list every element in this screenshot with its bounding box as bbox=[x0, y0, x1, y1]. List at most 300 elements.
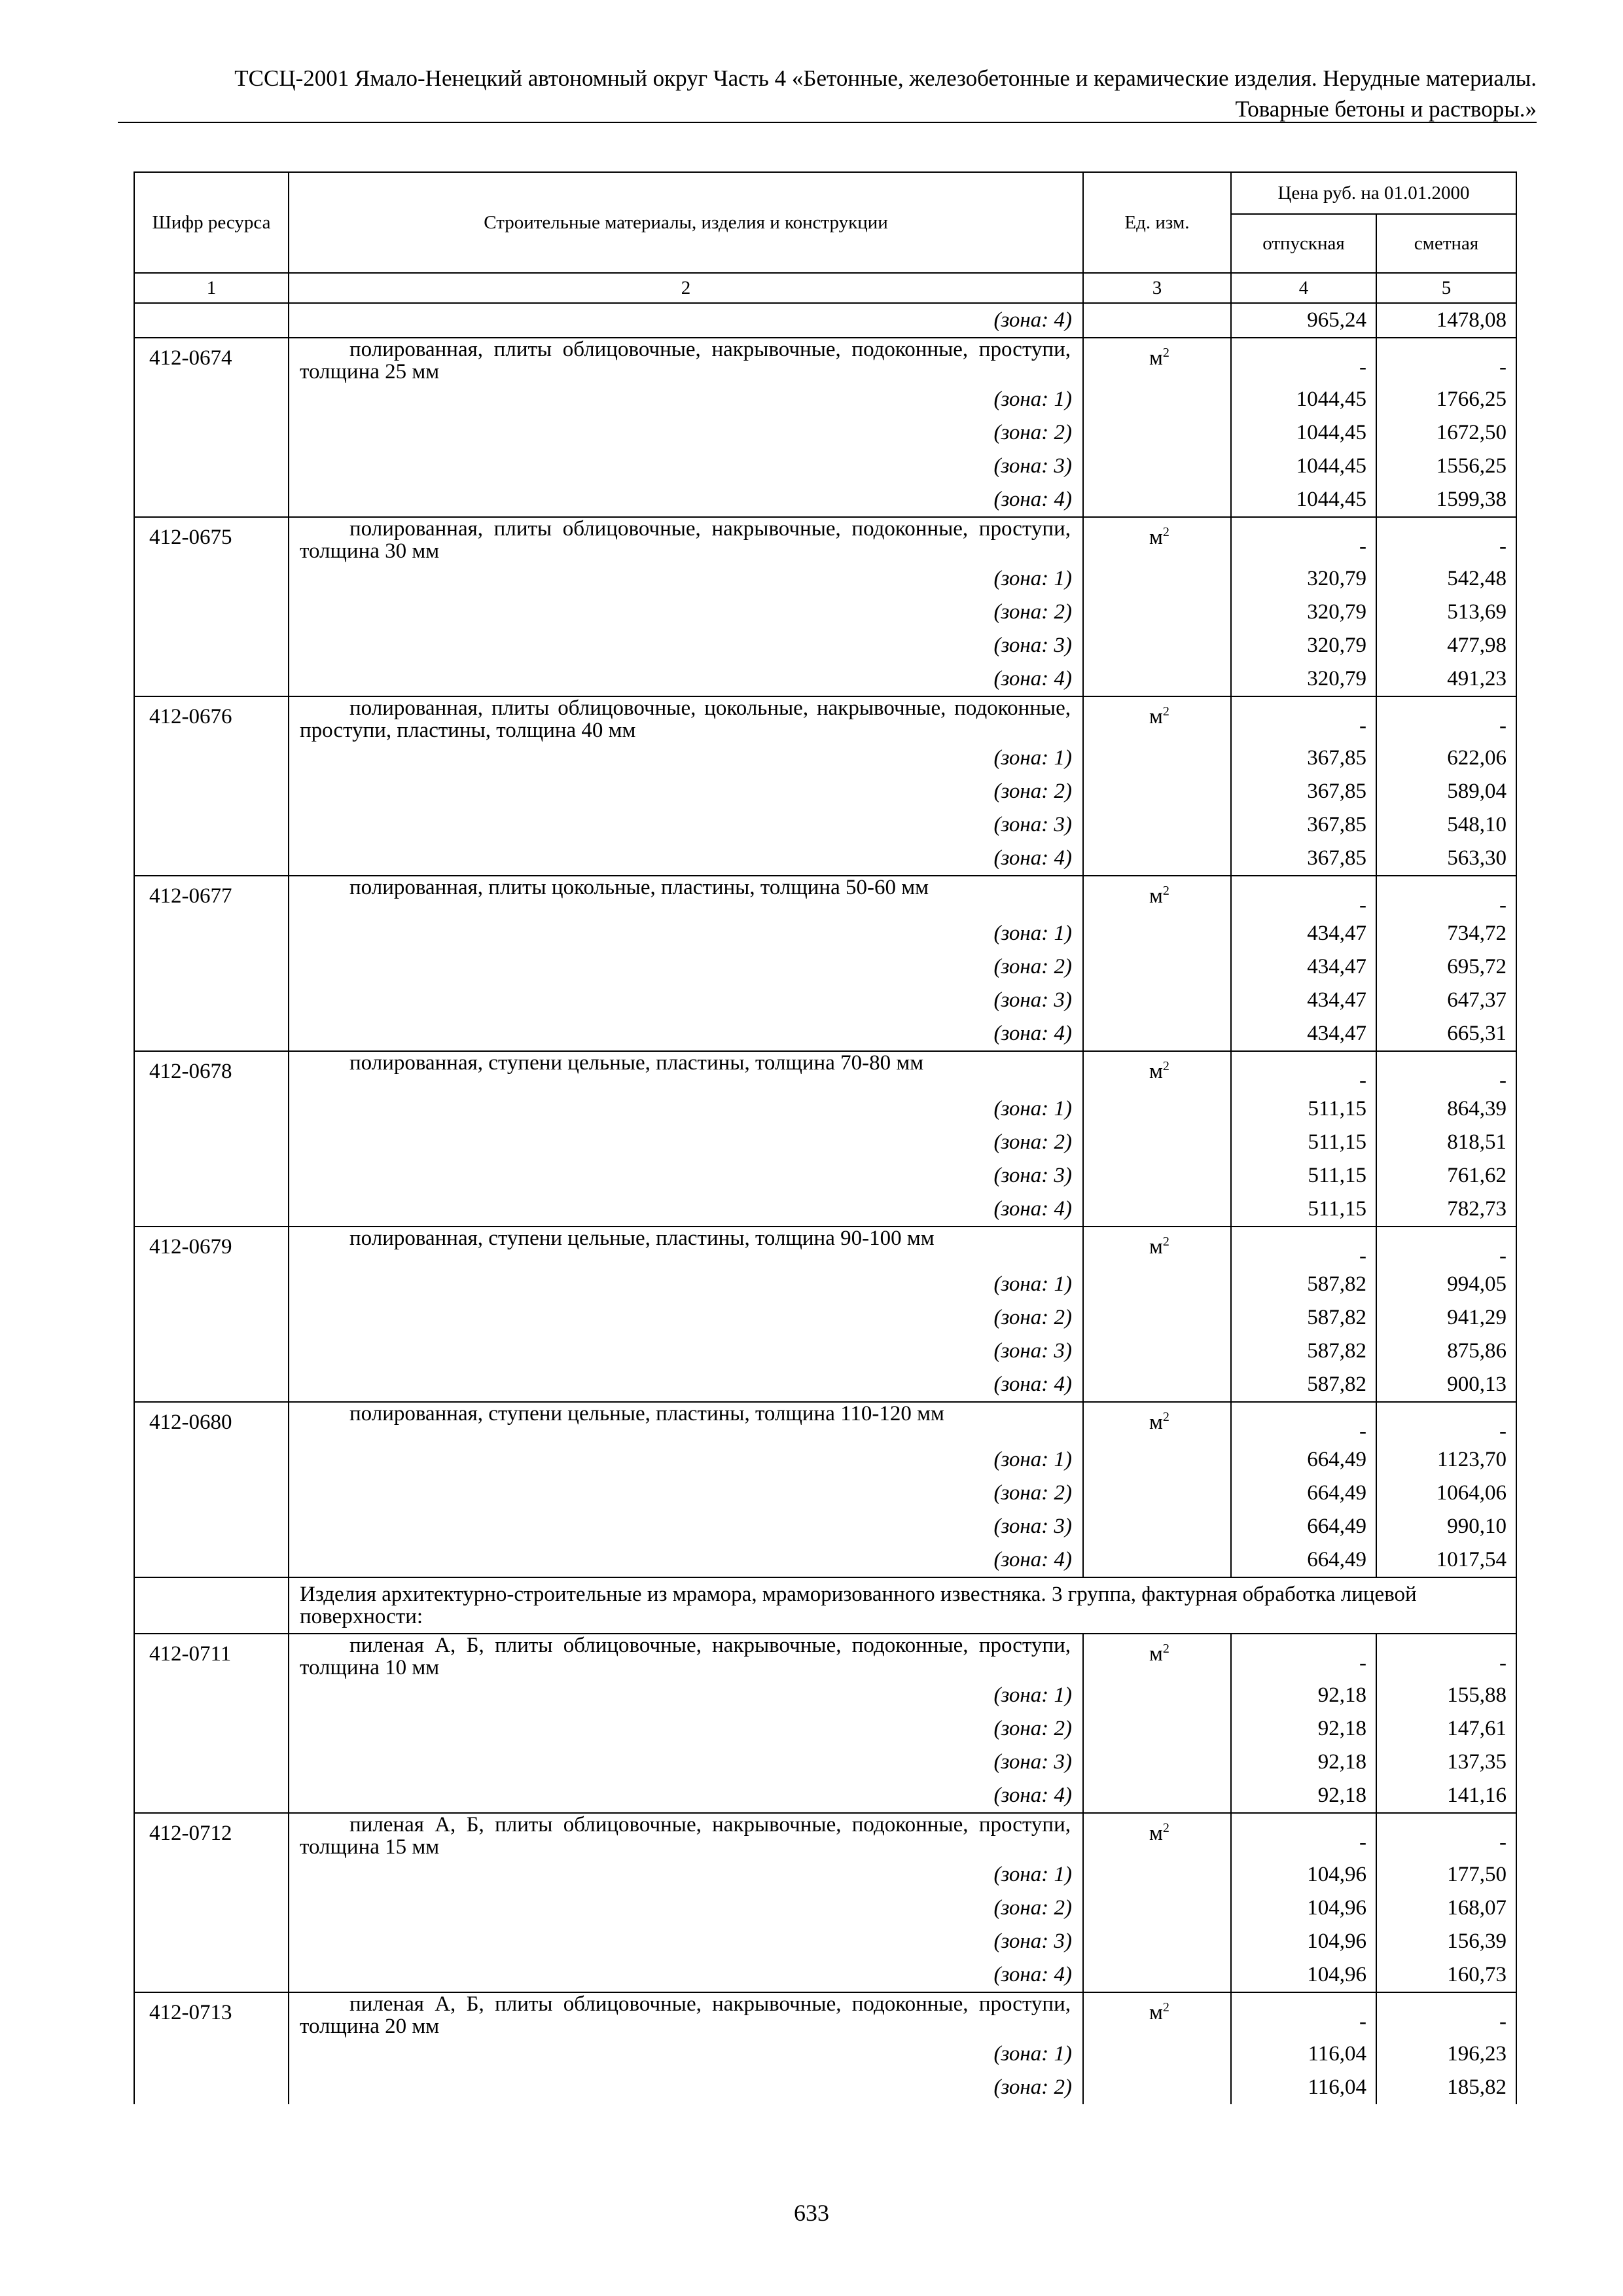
zone-label: (зона: 2) bbox=[289, 775, 1083, 808]
release-price: - bbox=[1231, 1051, 1376, 1092]
estimate-price: - bbox=[1376, 1227, 1516, 1268]
resource-code: 412-0680 bbox=[134, 1402, 289, 1443]
release-price: 1044,45 bbox=[1231, 416, 1376, 450]
release-price: 92,18 bbox=[1231, 1712, 1376, 1746]
empty-cell bbox=[1083, 1510, 1231, 1543]
resource-row bbox=[134, 696, 1516, 742]
zone-label: (зона: 4) bbox=[289, 1543, 1083, 1577]
zone-label: (зона: 4) bbox=[289, 1368, 1083, 1402]
estimate-price: - bbox=[1376, 1992, 1516, 2037]
empty-cell bbox=[1083, 1477, 1231, 1510]
unit-of-measure bbox=[1083, 876, 1231, 917]
zone-row bbox=[134, 1126, 1516, 1159]
zone-label: (зона: 2) bbox=[289, 1477, 1083, 1510]
unit-exponent: 2 bbox=[1162, 704, 1169, 719]
release-price: 587,82 bbox=[1231, 1268, 1376, 1301]
unit-of-measure bbox=[1083, 1634, 1231, 1679]
unit-of-measure bbox=[1083, 1402, 1231, 1443]
release-price: 1044,45 bbox=[1231, 483, 1376, 517]
unit-exponent: 2 bbox=[1162, 346, 1169, 360]
empty-cell bbox=[134, 629, 289, 662]
estimate-price: - bbox=[1376, 1402, 1516, 1443]
release-price: 664,49 bbox=[1231, 1543, 1376, 1577]
col-header-unit: Ед. изм. bbox=[1083, 172, 1231, 273]
estimate-price: 782,73 bbox=[1376, 1193, 1516, 1227]
estimate-price: - bbox=[1376, 696, 1516, 742]
release-price: 320,79 bbox=[1231, 596, 1376, 629]
estimate-price: 941,29 bbox=[1376, 1301, 1516, 1335]
empty-cell bbox=[134, 808, 289, 842]
empty-cell bbox=[134, 1712, 289, 1746]
empty-cell bbox=[134, 950, 289, 984]
empty-cell bbox=[1083, 1746, 1231, 1779]
unit-of-measure bbox=[1083, 696, 1231, 742]
empty-cell bbox=[134, 984, 289, 1017]
release-price: 511,15 bbox=[1231, 1126, 1376, 1159]
empty-cell bbox=[1083, 1193, 1231, 1227]
unit-exponent: 2 bbox=[1162, 1821, 1169, 1835]
estimate-price: 1017,54 bbox=[1376, 1543, 1516, 1577]
unit-exponent: 2 bbox=[1162, 2000, 1169, 2015]
estimate-price: 168,07 bbox=[1376, 1892, 1516, 1925]
unit-text: м bbox=[1149, 1410, 1163, 1434]
estimate-price: 665,31 bbox=[1376, 1017, 1516, 1051]
resource-row bbox=[134, 1402, 1516, 1443]
empty-cell bbox=[134, 596, 289, 629]
empty-cell bbox=[1083, 1858, 1231, 1892]
resource-code: 412-0713 bbox=[134, 1992, 289, 2037]
release-price: 511,15 bbox=[1231, 1159, 1376, 1193]
empty-cell bbox=[1083, 808, 1231, 842]
empty-cell bbox=[134, 1335, 289, 1368]
zone-row bbox=[134, 2071, 1516, 2104]
column-number: 5 bbox=[1376, 273, 1516, 303]
zone-row bbox=[134, 1746, 1516, 1779]
zone-label: (зона: 2) bbox=[289, 1892, 1083, 1925]
empty-cell bbox=[1083, 1268, 1231, 1301]
column-number: 4 bbox=[1231, 273, 1376, 303]
zone-row bbox=[134, 1335, 1516, 1368]
page-header bbox=[118, 63, 1537, 124]
unit-of-measure bbox=[1083, 1227, 1231, 1268]
release-price: 92,18 bbox=[1231, 1679, 1376, 1712]
zone-label: (зона: 4) bbox=[289, 483, 1083, 517]
unit-text: м bbox=[1149, 884, 1163, 908]
empty-cell bbox=[1083, 742, 1231, 775]
empty-cell bbox=[134, 1679, 289, 1712]
empty-cell bbox=[134, 383, 289, 416]
estimate-price: 141,16 bbox=[1376, 1779, 1516, 1813]
empty-cell bbox=[134, 1892, 289, 1925]
resource-row bbox=[134, 338, 1516, 383]
zone-label: (зона: 1) bbox=[289, 1092, 1083, 1126]
zone-label: (зона: 4) bbox=[289, 662, 1083, 696]
zone-label: (зона: 2) bbox=[289, 2071, 1083, 2104]
zone-row bbox=[134, 1958, 1516, 1992]
zone-label: (зона: 3) bbox=[289, 984, 1083, 1017]
estimate-price: 1064,06 bbox=[1376, 1477, 1516, 1510]
empty-cell bbox=[1083, 629, 1231, 662]
empty-cell bbox=[134, 1925, 289, 1958]
zone-label: (зона: 3) bbox=[289, 1335, 1083, 1368]
release-price: 367,85 bbox=[1231, 842, 1376, 876]
unit-text: м bbox=[1149, 1235, 1163, 1259]
estimate-price: - bbox=[1376, 876, 1516, 917]
empty-cell bbox=[134, 1017, 289, 1051]
empty-cell bbox=[134, 742, 289, 775]
resource-row bbox=[134, 517, 1516, 562]
empty-cell bbox=[134, 2037, 289, 2071]
empty-cell bbox=[134, 1958, 289, 1992]
empty-cell bbox=[134, 562, 289, 596]
unit-of-measure bbox=[1083, 517, 1231, 562]
release-price: - bbox=[1231, 517, 1376, 562]
resource-description: пиленая А, Б, плиты облицовочные, накрывочные, подоконные, проступи, толщина 10 мм bbox=[289, 1634, 1083, 1679]
zone-row bbox=[134, 562, 1516, 596]
estimate-price: 491,23 bbox=[1376, 662, 1516, 696]
estimate-price: 900,13 bbox=[1376, 1368, 1516, 1402]
estimate-price: 1123,70 bbox=[1376, 1443, 1516, 1477]
unit-exponent: 2 bbox=[1162, 1641, 1169, 1656]
release-price: - bbox=[1231, 876, 1376, 917]
page-number: 633 bbox=[794, 2200, 829, 2226]
empty-cell bbox=[1083, 842, 1231, 876]
column-number: 3 bbox=[1083, 273, 1231, 303]
unit-exponent: 2 bbox=[1162, 525, 1169, 539]
release-price: 92,18 bbox=[1231, 1746, 1376, 1779]
estimate-price: 1672,50 bbox=[1376, 416, 1516, 450]
zone-label: (зона: 3) bbox=[289, 1746, 1083, 1779]
zone-row bbox=[134, 1858, 1516, 1892]
empty-cell bbox=[1083, 596, 1231, 629]
resource-description: полированная, плиты облицовочные, цокольные, накрывочные, подоконные, проступи, пластины, толщина 40 мм bbox=[289, 696, 1083, 742]
empty-cell bbox=[1083, 917, 1231, 950]
zone-label: (зона: 3) bbox=[289, 450, 1083, 483]
release-price: 587,82 bbox=[1231, 1335, 1376, 1368]
zone-label: (зона: 2) bbox=[289, 1712, 1083, 1746]
empty-cell bbox=[1083, 1892, 1231, 1925]
col-header-code: Шифр ресурса bbox=[134, 172, 289, 273]
resource-code: 412-0678 bbox=[134, 1051, 289, 1092]
empty-cell bbox=[134, 1092, 289, 1126]
empty-cell bbox=[134, 416, 289, 450]
empty-cell bbox=[134, 450, 289, 483]
zone-row bbox=[134, 1925, 1516, 1958]
resource-row bbox=[134, 1051, 1516, 1092]
empty-cell bbox=[134, 842, 289, 876]
zone-label: (зона: 3) bbox=[289, 808, 1083, 842]
estimate-price: - bbox=[1376, 517, 1516, 562]
resource-description: полированная, плиты облицовочные, накрывочные, подоконные, проступи, толщина 30 мм bbox=[289, 517, 1083, 562]
unit-text: м bbox=[1149, 526, 1163, 549]
column-number: 2 bbox=[289, 273, 1083, 303]
zone-label: (зона: 3) bbox=[289, 1925, 1083, 1958]
estimate-price: 185,82 bbox=[1376, 2071, 1516, 2104]
col-header-materials: Строительные материалы, изделия и конструкции bbox=[289, 172, 1083, 273]
zone-row bbox=[134, 984, 1516, 1017]
estimate-price: 695,72 bbox=[1376, 950, 1516, 984]
empty-cell bbox=[1083, 562, 1231, 596]
zone-row bbox=[134, 1679, 1516, 1712]
zone-label: (зона: 1) bbox=[289, 1858, 1083, 1892]
zone-label: (зона: 4) bbox=[289, 842, 1083, 876]
release-price: 367,85 bbox=[1231, 808, 1376, 842]
zone-row bbox=[134, 450, 1516, 483]
estimate-price: 818,51 bbox=[1376, 1126, 1516, 1159]
zone-label: (зона: 1) bbox=[289, 742, 1083, 775]
zone-row bbox=[134, 1159, 1516, 1193]
zone-label: (зона: 2) bbox=[289, 950, 1083, 984]
resource-row bbox=[134, 876, 1516, 917]
empty-cell bbox=[134, 1477, 289, 1510]
unit-of-measure bbox=[1083, 1813, 1231, 1858]
empty-cell bbox=[1083, 1335, 1231, 1368]
unit-of-measure bbox=[1083, 1051, 1231, 1092]
release-price: 104,96 bbox=[1231, 1958, 1376, 1992]
estimate-price: 761,62 bbox=[1376, 1159, 1516, 1193]
estimate-price: 177,50 bbox=[1376, 1858, 1516, 1892]
unit-text: м bbox=[1149, 2001, 1163, 2024]
zone-row bbox=[134, 596, 1516, 629]
resource-description: полированная, ступени цельные, пластины, толщина 70-80 мм bbox=[289, 1051, 1083, 1092]
unit-text: м bbox=[1149, 705, 1163, 728]
release-price: - bbox=[1231, 1402, 1376, 1443]
empty-cell bbox=[1083, 1092, 1231, 1126]
zone-row bbox=[134, 383, 1516, 416]
unit-exponent: 2 bbox=[1162, 884, 1169, 898]
release-price: 104,96 bbox=[1231, 1892, 1376, 1925]
empty-cell bbox=[134, 1858, 289, 1892]
resource-code: 412-0679 bbox=[134, 1227, 289, 1268]
zone-row bbox=[134, 1193, 1516, 1227]
resource-description: пиленая А, Б, плиты облицовочные, накрывочные, подоконные, проступи, толщина 15 мм bbox=[289, 1813, 1083, 1858]
empty-cell bbox=[134, 917, 289, 950]
zone-row bbox=[134, 1543, 1516, 1577]
zone-row bbox=[134, 917, 1516, 950]
column-number-row bbox=[134, 273, 1516, 303]
release-price: 104,96 bbox=[1231, 1858, 1376, 1892]
release-price: 511,15 bbox=[1231, 1193, 1376, 1227]
resource-code: 412-0674 bbox=[134, 338, 289, 383]
col-header-estimate-price: сметная bbox=[1376, 214, 1516, 273]
empty-cell bbox=[1083, 1443, 1231, 1477]
unit-of-measure bbox=[1083, 1992, 1231, 2037]
zone-row bbox=[134, 1712, 1516, 1746]
empty-cell bbox=[1083, 1779, 1231, 1813]
zone-label: (зона: 1) bbox=[289, 1679, 1083, 1712]
estimate-price: 477,98 bbox=[1376, 629, 1516, 662]
unit-text: м bbox=[1149, 1642, 1163, 1666]
release-price: 367,85 bbox=[1231, 742, 1376, 775]
empty-cell bbox=[134, 775, 289, 808]
zone-row bbox=[134, 1017, 1516, 1051]
zone-row bbox=[134, 483, 1516, 517]
estimate-price: 1478,08 bbox=[1376, 303, 1516, 338]
estimate-price: 734,72 bbox=[1376, 917, 1516, 950]
unit-exponent: 2 bbox=[1162, 1410, 1169, 1424]
zone-row bbox=[134, 950, 1516, 984]
col-header-price-group: Цена руб. на 01.01.2000 bbox=[1231, 172, 1516, 214]
empty-cell bbox=[134, 2071, 289, 2104]
release-price: 320,79 bbox=[1231, 562, 1376, 596]
release-price: - bbox=[1231, 1813, 1376, 1858]
release-price: 587,82 bbox=[1231, 1368, 1376, 1402]
zone-row bbox=[134, 662, 1516, 696]
estimate-price: - bbox=[1376, 1813, 1516, 1858]
zone-label: (зона: 2) bbox=[289, 1301, 1083, 1335]
resource-description: полированная, ступени цельные, пластины, толщина 90-100 мм bbox=[289, 1227, 1083, 1268]
price-table bbox=[134, 171, 1517, 2104]
empty-cell bbox=[134, 1126, 289, 1159]
zone-row bbox=[134, 808, 1516, 842]
zone-row bbox=[134, 1779, 1516, 1813]
release-price: 1044,45 bbox=[1231, 450, 1376, 483]
zone-label: (зона: 1) bbox=[289, 2037, 1083, 2071]
section-title-row bbox=[134, 1577, 1516, 1634]
release-price: 104,96 bbox=[1231, 1925, 1376, 1958]
release-price: 965,24 bbox=[1231, 303, 1376, 338]
empty-cell bbox=[1083, 950, 1231, 984]
estimate-price: 1556,25 bbox=[1376, 450, 1516, 483]
zone-row bbox=[134, 1092, 1516, 1126]
zone-label: (зона: 3) bbox=[289, 629, 1083, 662]
zone-label: (зона: 4) bbox=[289, 1779, 1083, 1813]
header-line-1: ТССЦ-2001 Ямало-Ненецкий автономный округ Часть 4 «Бетонные, железобетонные и керамические изделия. Нерудные материалы. bbox=[234, 65, 1537, 91]
empty-cell bbox=[1083, 1679, 1231, 1712]
resource-row bbox=[134, 1227, 1516, 1268]
unit-text: м bbox=[1149, 1060, 1163, 1083]
release-price: 1044,45 bbox=[1231, 383, 1376, 416]
empty-cell bbox=[1083, 1543, 1231, 1577]
empty-cell bbox=[1083, 1712, 1231, 1746]
zone-row bbox=[134, 1477, 1516, 1510]
release-price: 320,79 bbox=[1231, 662, 1376, 696]
zone-row bbox=[134, 416, 1516, 450]
empty-cell bbox=[1083, 1017, 1231, 1051]
release-price: 320,79 bbox=[1231, 629, 1376, 662]
empty-cell bbox=[134, 662, 289, 696]
resource-code: 412-0711 bbox=[134, 1634, 289, 1679]
empty-cell bbox=[1083, 383, 1231, 416]
empty-cell bbox=[1083, 984, 1231, 1017]
zone-label: (зона: 2) bbox=[289, 416, 1083, 450]
zone-label: (зона: 4) bbox=[289, 1193, 1083, 1227]
resource-row bbox=[134, 1634, 1516, 1679]
estimate-price: 160,73 bbox=[1376, 1958, 1516, 1992]
empty-cell bbox=[134, 1301, 289, 1335]
empty-cell bbox=[1083, 2071, 1231, 2104]
zone-label: (зона: 2) bbox=[289, 1126, 1083, 1159]
zone-row bbox=[134, 742, 1516, 775]
empty-cell bbox=[1083, 416, 1231, 450]
empty-cell bbox=[134, 1577, 289, 1634]
estimate-price: 1766,25 bbox=[1376, 383, 1516, 416]
release-price: 92,18 bbox=[1231, 1779, 1376, 1813]
zone-label: (зона: 3) bbox=[289, 1159, 1083, 1193]
empty-cell bbox=[134, 1746, 289, 1779]
unit-exponent: 2 bbox=[1162, 1234, 1169, 1249]
carry-over-row bbox=[134, 303, 1516, 338]
unit-of-measure bbox=[1083, 338, 1231, 383]
empty-cell bbox=[1083, 483, 1231, 517]
section-title: Изделия архитектурно-строительные из мрамора, мраморизованного известняка. 3 группа, фактурная обработка лицевой поверхности: bbox=[289, 1577, 1516, 1634]
resource-code: 412-0712 bbox=[134, 1813, 289, 1858]
zone-row bbox=[134, 1301, 1516, 1335]
estimate-price: 864,39 bbox=[1376, 1092, 1516, 1126]
zone-label: (зона: 4) bbox=[289, 1017, 1083, 1051]
resource-row bbox=[134, 1992, 1516, 2037]
release-price: - bbox=[1231, 1634, 1376, 1679]
estimate-price: 147,61 bbox=[1376, 1712, 1516, 1746]
release-price: 664,49 bbox=[1231, 1510, 1376, 1543]
estimate-price: 589,04 bbox=[1376, 775, 1516, 808]
zone-label: (зона: 2) bbox=[289, 596, 1083, 629]
empty-cell bbox=[134, 483, 289, 517]
estimate-price: 875,86 bbox=[1376, 1335, 1516, 1368]
zone-label: (зона: 1) bbox=[289, 383, 1083, 416]
release-price: - bbox=[1231, 1992, 1376, 2037]
col-header-release-price: отпускная bbox=[1231, 214, 1376, 273]
zone-row bbox=[134, 775, 1516, 808]
empty-cell bbox=[134, 1443, 289, 1477]
zone-row bbox=[134, 1892, 1516, 1925]
empty-cell bbox=[1083, 1159, 1231, 1193]
zone-label: (зона: 4) bbox=[289, 303, 1083, 338]
empty-cell bbox=[134, 1368, 289, 1402]
empty-cell bbox=[1083, 1126, 1231, 1159]
resource-code: 412-0677 bbox=[134, 876, 289, 917]
release-price: - bbox=[1231, 696, 1376, 742]
empty-cell bbox=[1083, 303, 1231, 338]
estimate-price: - bbox=[1376, 1051, 1516, 1092]
empty-cell bbox=[1083, 1368, 1231, 1402]
zone-label: (зона: 1) bbox=[289, 562, 1083, 596]
empty-cell bbox=[1083, 1958, 1231, 1992]
column-number: 1 bbox=[134, 273, 289, 303]
empty-cell bbox=[1083, 2037, 1231, 2071]
resource-description: полированная, плиты облицовочные, накрывочные, подоконные, проступи, толщина 25 мм bbox=[289, 338, 1083, 383]
empty-cell bbox=[134, 1779, 289, 1813]
estimate-price: 137,35 bbox=[1376, 1746, 1516, 1779]
zone-label: (зона: 3) bbox=[289, 1510, 1083, 1543]
resource-description: полированная, ступени цельные, пластины, толщина 110-120 мм bbox=[289, 1402, 1083, 1443]
empty-cell bbox=[1083, 662, 1231, 696]
header-rule bbox=[118, 122, 1537, 123]
unit-text: м bbox=[1149, 1821, 1163, 1845]
estimate-price: - bbox=[1376, 338, 1516, 383]
zone-row bbox=[134, 842, 1516, 876]
empty-cell bbox=[134, 1268, 289, 1301]
release-price: 434,47 bbox=[1231, 917, 1376, 950]
estimate-price: 156,39 bbox=[1376, 1925, 1516, 1958]
empty-cell bbox=[134, 303, 289, 338]
release-price: - bbox=[1231, 1227, 1376, 1268]
estimate-price: 990,10 bbox=[1376, 1510, 1516, 1543]
release-price: 116,04 bbox=[1231, 2037, 1376, 2071]
release-price: 434,47 bbox=[1231, 1017, 1376, 1051]
release-price: 511,15 bbox=[1231, 1092, 1376, 1126]
estimate-price: 1599,38 bbox=[1376, 483, 1516, 517]
estimate-price: 548,10 bbox=[1376, 808, 1516, 842]
empty-cell bbox=[134, 1510, 289, 1543]
release-price: - bbox=[1231, 338, 1376, 383]
zone-label: (зона: 1) bbox=[289, 917, 1083, 950]
zone-row bbox=[134, 1443, 1516, 1477]
estimate-price: - bbox=[1376, 1634, 1516, 1679]
estimate-price: 994,05 bbox=[1376, 1268, 1516, 1301]
estimate-price: 196,23 bbox=[1376, 2037, 1516, 2071]
unit-exponent: 2 bbox=[1162, 1059, 1169, 1073]
